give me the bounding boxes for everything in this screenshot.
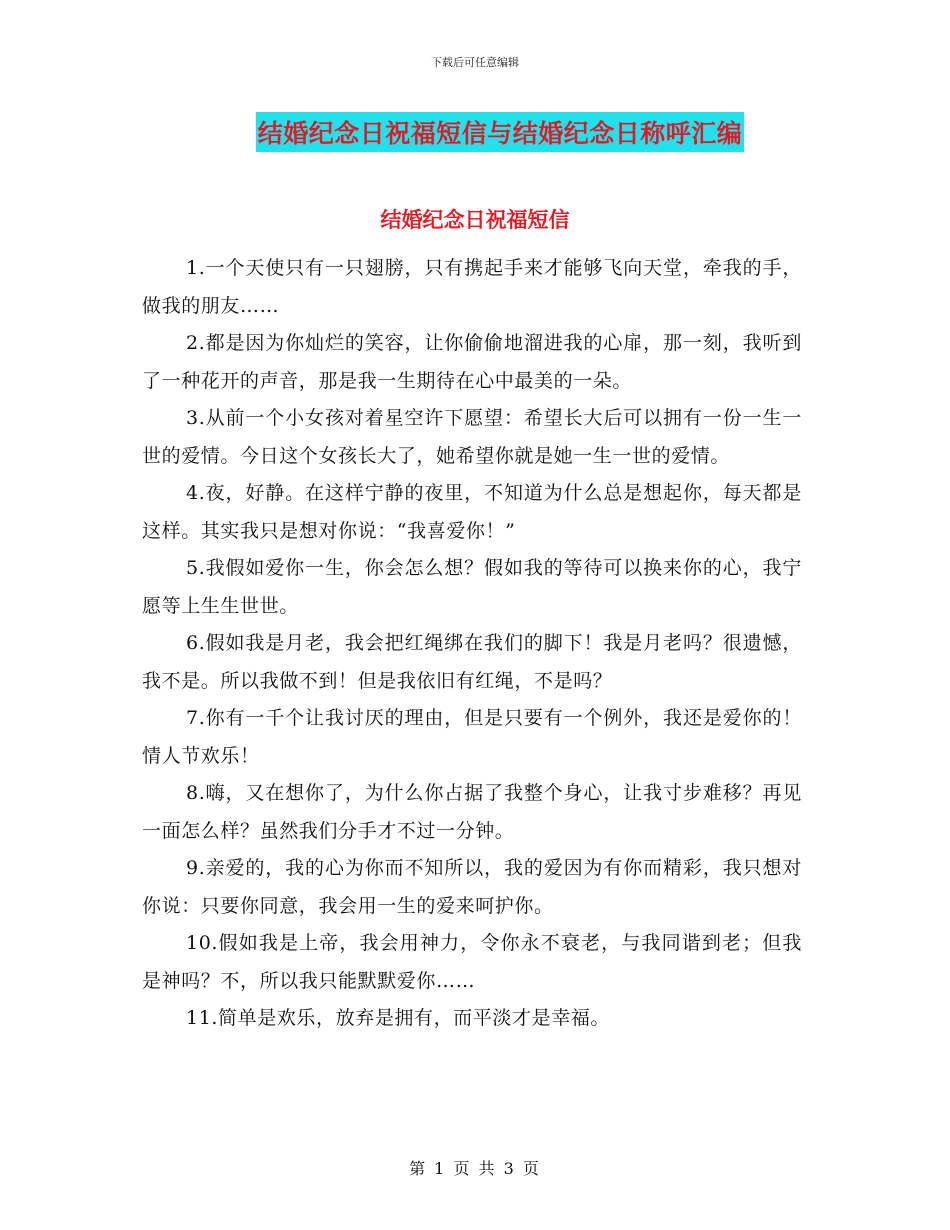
- message-paragraph: 9.亲爱的，我的心为你而不知所以，我的爱因为有你而精彩，我只想对你说：只要你同意，我会用一生的爱来呵护你。: [142, 857, 802, 917]
- message-paragraph: 5.我假如爱你一生，你会怎么想？假如我的等待可以换来你的心，我宁愿等上生生世世。: [142, 557, 802, 617]
- message-paragraph: 1.一个天使只有一只翅膀，只有携起手来才能够飞向天堂，牵我的手，做我的朋友……: [142, 257, 802, 317]
- message-paragraph: 10.假如我是上帝，我会用神力，令你永不衰老，与我同谐到老；但我是神吗？不，所以我只能默默爱你……: [142, 932, 802, 992]
- document-title-container: [0, 112, 950, 152]
- message-paragraph: 4.夜，好静。在这样宁静的夜里，不知道为什么总是想起你，每天都是这样。其实我只是想对你说：“我喜爱你！”: [142, 482, 802, 542]
- message-paragraph: 7.你有一千个让我讨厌的理由，但是只要有一个例外，我还是爱你的！情人节欢乐！: [142, 707, 802, 767]
- section-title: 结婚纪念日祝福短信: [380, 208, 570, 232]
- message-paragraph: 8.嗨，又在想你了，为什么你占据了我整个身心，让我寸步难移？再见一面怎么样？虽然我们分手才不过一分钟。: [142, 782, 802, 842]
- page-header-note: 下载后可任意编辑: [431, 56, 519, 69]
- message-paragraph: 11.简单是欢乐，放弃是拥有，而平淡才是幸福。: [186, 1007, 611, 1029]
- message-paragraph: 3.从前一个小女孩对着星空许下愿望：希望长大后可以拥有一份一生一世的爱情。今日这个女孩长大了，她希望你就是她一生一世的爱情。: [142, 407, 802, 467]
- document-title: 结婚纪念日祝福短信与结婚纪念日称呼汇编: [256, 112, 745, 152]
- message-paragraph: 2.都是因为你灿烂的笑容，让你偷偷地溜进我的心扉，那一刻，我听到了一种花开的声音，那是我一生期待在心中最美的一朵。: [142, 332, 802, 392]
- page-number-footer: 第 1 页 共 3 页: [409, 1159, 541, 1178]
- message-paragraph: 6.假如我是月老，我会把红绳绑在我们的脚下！我是月老吗？很遗憾，我不是。所以我做不到！但是我依旧有红绳，不是吗？: [142, 632, 802, 692]
- message-list: [142, 250, 802, 1038]
